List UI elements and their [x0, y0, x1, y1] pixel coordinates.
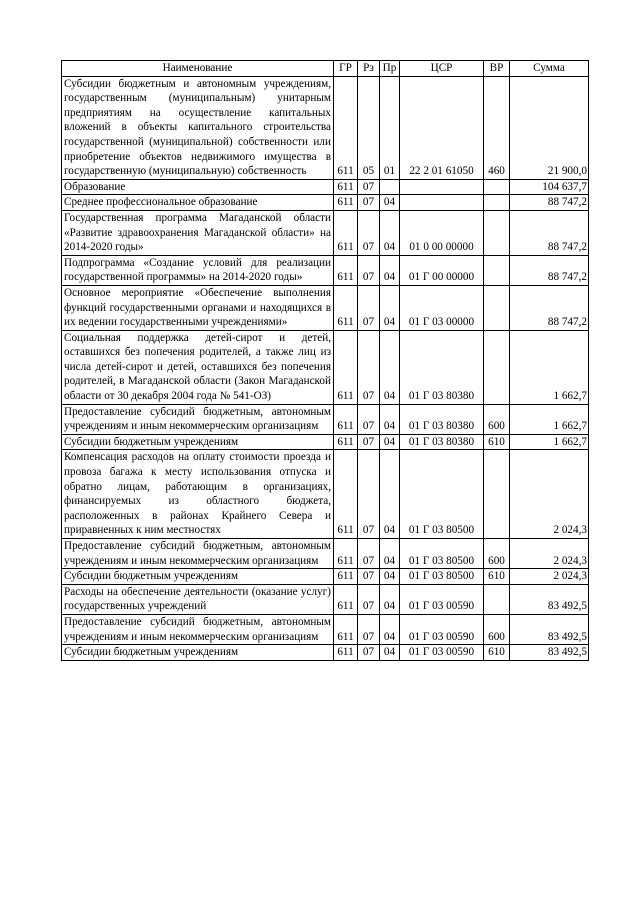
cell-pr: 04 [380, 404, 400, 434]
cell-gr: 611 [334, 330, 358, 404]
cell-gr: 611 [334, 539, 358, 569]
cell-vr: 610 [484, 645, 510, 661]
cell-sum: 104 637,7 [510, 179, 589, 195]
cell-pr: 04 [380, 210, 400, 255]
cell-rz: 07 [358, 584, 380, 614]
cell-csr [400, 179, 484, 195]
cell-sum: 2 024,3 [510, 539, 589, 569]
cell-sum: 1 662,7 [510, 404, 589, 434]
header-csr: ЦСР [400, 61, 484, 77]
cell-gr: 611 [334, 404, 358, 434]
cell-gr: 611 [334, 434, 358, 450]
cell-pr: 04 [380, 255, 400, 285]
table-row [62, 285, 589, 330]
table-row [62, 434, 589, 450]
cell-rz: 07 [358, 285, 380, 330]
cell-vr: 600 [484, 614, 510, 644]
cell-pr: 04 [380, 569, 400, 585]
cell-rz: 07 [358, 614, 380, 644]
cell-name: Компенсация расходов на оплату стоимости проезда и провоза багажа к месту использования отпуска и обратно лицам, работающим в организациях, финансируемых из областного бюджета, расположенных в районах Крайнего Севера и приравненных к ним местностях [62, 450, 334, 539]
cell-sum: 83 492,5 [510, 614, 589, 644]
cell-sum: 1 662,7 [510, 434, 589, 450]
cell-rz: 07 [358, 404, 380, 434]
cell-vr [484, 450, 510, 539]
cell-csr: 01 Г 00 00000 [400, 255, 484, 285]
cell-pr: 04 [380, 539, 400, 569]
cell-csr: 01 Г 03 00590 [400, 645, 484, 661]
cell-vr [484, 179, 510, 195]
cell-pr: 04 [380, 584, 400, 614]
cell-gr: 611 [334, 179, 358, 195]
cell-vr [484, 195, 510, 211]
cell-sum: 21 900,0 [510, 76, 589, 179]
cell-vr [484, 210, 510, 255]
cell-pr [380, 179, 400, 195]
cell-pr: 04 [380, 195, 400, 211]
cell-name: Предоставление субсидий бюджетным, автономным учреждениям и иным некоммерческим организациям [62, 404, 334, 434]
header-rz: Рз [358, 61, 380, 77]
cell-csr [400, 195, 484, 211]
cell-gr: 611 [334, 285, 358, 330]
header-vr: ВР [484, 61, 510, 77]
cell-vr: 610 [484, 569, 510, 585]
cell-gr: 611 [334, 584, 358, 614]
cell-name: Субсидии бюджетным учреждениям [62, 645, 334, 661]
budget-table [61, 60, 589, 661]
cell-vr [484, 330, 510, 404]
cell-vr: 610 [484, 434, 510, 450]
table-row [62, 76, 589, 179]
header-gr: ГР [334, 61, 358, 77]
cell-vr [484, 255, 510, 285]
cell-name: Подпрограмма «Создание условий для реализации государственной программы» на 2014-2020 годы» [62, 255, 334, 285]
cell-rz: 07 [358, 569, 380, 585]
cell-pr: 04 [380, 614, 400, 644]
cell-gr: 611 [334, 450, 358, 539]
table-row [62, 584, 589, 614]
table-row [62, 645, 589, 661]
table-row [62, 195, 589, 211]
cell-rz: 07 [358, 179, 380, 195]
cell-pr: 04 [380, 330, 400, 404]
cell-csr: 01 Г 03 80380 [400, 330, 484, 404]
cell-sum: 83 492,5 [510, 584, 589, 614]
cell-csr: 01 Г 03 80500 [400, 539, 484, 569]
cell-sum: 83 492,5 [510, 645, 589, 661]
cell-gr: 611 [334, 195, 358, 211]
cell-csr: 01 Г 03 00590 [400, 584, 484, 614]
table-row [62, 330, 589, 404]
table-row [62, 539, 589, 569]
cell-sum: 88 747,2 [510, 210, 589, 255]
cell-csr: 01 Г 03 80380 [400, 404, 484, 434]
cell-csr: 22 2 01 61050 [400, 76, 484, 179]
cell-rz: 07 [358, 255, 380, 285]
cell-vr [484, 285, 510, 330]
cell-pr: 04 [380, 285, 400, 330]
cell-vr: 600 [484, 404, 510, 434]
cell-name: Среднее профессиональное образование [62, 195, 334, 211]
header-pr: Пр [380, 61, 400, 77]
cell-gr: 611 [334, 614, 358, 644]
table-row [62, 569, 589, 585]
table-row [62, 450, 589, 539]
cell-rz: 07 [358, 539, 380, 569]
cell-name: Расходы на обеспечение деятельности (оказание услуг) государственных учреждений [62, 584, 334, 614]
table-body [62, 76, 589, 660]
cell-vr [484, 584, 510, 614]
cell-sum: 88 747,2 [510, 195, 589, 211]
cell-name: Образование [62, 179, 334, 195]
cell-rz: 07 [358, 195, 380, 211]
cell-name: Предоставление субсидий бюджетным, автономным учреждениям и иным некоммерческим организациям [62, 614, 334, 644]
cell-csr: 01 Г 03 00590 [400, 614, 484, 644]
table-row [62, 404, 589, 434]
cell-name: Субсидии бюджетным и автономным учреждениям, государственным (муниципальным) унитарным предприятиям на осуществление капитальных вложений в объекты капитального строительства государственной (муниципальной) собственности или приобретение объектов недвижимого имущества в государственную (муниципальную) собственность [62, 76, 334, 179]
table-row [62, 210, 589, 255]
cell-sum: 2 024,3 [510, 569, 589, 585]
cell-csr: 01 Г 03 00000 [400, 285, 484, 330]
table-row [62, 179, 589, 195]
cell-sum: 2 024,3 [510, 450, 589, 539]
cell-gr: 611 [334, 210, 358, 255]
table-row [62, 614, 589, 644]
cell-gr: 611 [334, 645, 358, 661]
cell-name: Предоставление субсидий бюджетным, автономным учреждениям и иным некоммерческим организациям [62, 539, 334, 569]
cell-name: Основное мероприятие «Обеспечение выполнения функций государственными органами и находящихся в их ведении государственными учреждениями» [62, 285, 334, 330]
header-name: Наименование [62, 61, 334, 77]
cell-csr: 01 Г 03 80500 [400, 569, 484, 585]
cell-pr: 04 [380, 434, 400, 450]
cell-sum: 88 747,2 [510, 255, 589, 285]
cell-pr: 01 [380, 76, 400, 179]
cell-rz: 07 [358, 330, 380, 404]
cell-rz: 05 [358, 76, 380, 179]
cell-gr: 611 [334, 255, 358, 285]
table-row [62, 255, 589, 285]
cell-rz: 07 [358, 210, 380, 255]
cell-name: Социальная поддержка детей-сирот и детей, оставшихся без попечения родителей, а также лиц из числа детей-сирот и детей, оставшихся без попечения родителей, в Магаданской области (Закон Магаданской области от 30 декабря 2004 года № 541-ОЗ) [62, 330, 334, 404]
cell-rz: 07 [358, 450, 380, 539]
cell-csr: 01 Г 03 80380 [400, 434, 484, 450]
cell-gr: 611 [334, 569, 358, 585]
cell-sum: 88 747,2 [510, 285, 589, 330]
cell-pr: 04 [380, 450, 400, 539]
cell-name: Государственная программа Магаданской области «Развитие здравоохранения Магаданской области» на 2014-2020 годы» [62, 210, 334, 255]
cell-pr: 04 [380, 645, 400, 661]
cell-gr: 611 [334, 76, 358, 179]
table-header-row [62, 61, 589, 77]
header-sum: Сумма [510, 61, 589, 77]
cell-csr: 01 Г 03 80500 [400, 450, 484, 539]
cell-name: Субсидии бюджетным учреждениям [62, 434, 334, 450]
cell-rz: 07 [358, 645, 380, 661]
cell-sum: 1 662,7 [510, 330, 589, 404]
cell-rz: 07 [358, 434, 380, 450]
cell-name: Субсидии бюджетным учреждениям [62, 569, 334, 585]
cell-vr: 600 [484, 539, 510, 569]
cell-csr: 01 0 00 00000 [400, 210, 484, 255]
cell-vr: 460 [484, 76, 510, 179]
